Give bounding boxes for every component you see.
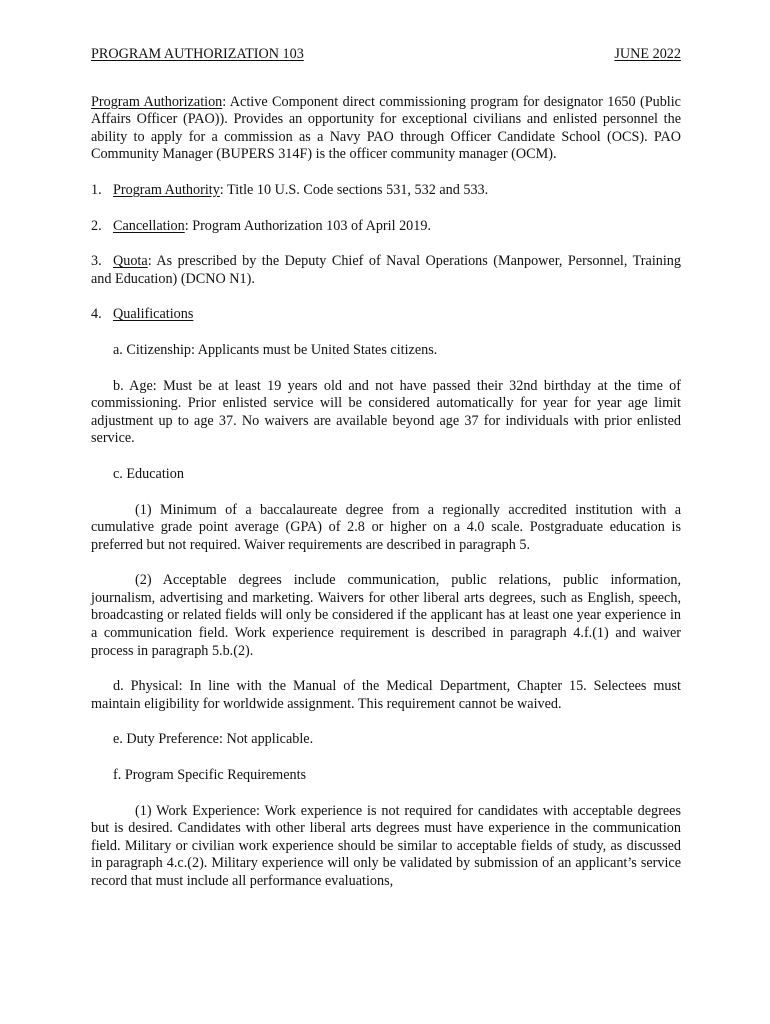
section-3-text: : As prescribed by the Deputy Chief of Naval Operations (Manpower, Personnel, Training and Education) (DCNO N1). [91,253,681,287]
intro-label: Program Authorization [91,93,223,110]
subsection-b: b. Age: Must be at least 19 years old and not have passed their 32nd birthday at the time of commissioning. Prior enlisted service will be considered automatically for year for year age limit adjustment up to age 37. No waivers are available beyond age 37 for individuals with prior enlisted service. [91,377,681,447]
subsection-c-2: (2) Acceptable degrees include communication, public relations, public information, journalism, advertising and marketing. Waivers for other liberal arts degrees, such as English, speech, broadcasting or related fields will only be considered if the applicant has at least one year experience in a communication field. Work experience requirement is described in paragraph 4.f.(1) and waiver process in paragraph 5.b.(2). [91,572,681,659]
intro-text: : Active Component direct commissioning program for designator 1650 (Public Affairs Officer (PAO)). Provides an opportunity for exceptional civilians and enlisted personnel the ability to apply for a commission as a Navy PAO through Officer Candidate School (OCS). PAO Community Manager (BUPERS 314F) is the officer community manager (OCM). [91,93,681,163]
section-2-label: Cancellation [113,217,185,234]
header-title: PROGRAM AUTHORIZATION 103 [91,46,304,62]
section-1-number: 1. [91,181,102,198]
section-1-text: : Title 10 U.S. Code sections 531, 532 and 533. [219,181,489,198]
section-3 [91,253,681,288]
subsection-e: e. Duty Preference: Not applicable. [113,731,314,748]
section-2 [91,218,681,236]
intro-paragraph [91,94,681,164]
subsection-d: d. Physical: In line with the Manual of the Medical Department, Chapter 15. Selectees must maintain eligibility for worldwide assignment. This requirement cannot be waived. [91,678,681,712]
section-4-label: Qualifications [113,306,194,323]
section-2-number: 2. [91,217,102,234]
section-4 [91,306,681,324]
document-page [91,46,681,909]
subsection-f: f. Program Specific Requirements [113,767,307,784]
subsection-f-1: (1) Work Experience: Work experience is not required for candidates with acceptable degrees but is desired. Candidates with other liberal arts degrees must have experience in the communication field. Military or civilian work experience should be similar to acceptable fields of study, as discussed in paragraph 4.c.(2). Military experience will only be validated by submission of an applicant’s service record that must include all performance evaluations, [91,802,681,889]
subsection-c: c. Education [113,465,184,482]
section-3-label: Quota [113,253,148,270]
section-1 [91,182,681,200]
section-4-number: 4. [91,306,102,323]
section-1-label: Program Authority [113,181,220,198]
page-header [91,46,681,64]
subsection-a: a. Citizenship: Applicants must be United States citizens. [113,341,438,358]
section-3-number: 3. [91,253,102,270]
header-date: JUNE 2022 [614,46,681,62]
subsection-c-1: (1) Minimum of a baccalaureate degree from a regionally accredited institution with a cumulative grade point average (GPA) of 2.8 or higher on a 4.0 scale. Postgraduate education is preferred but not required. Waiver requirements are described in paragraph 5. [91,501,681,553]
section-2-text: : Program Authorization 103 of April 2019. [184,217,431,234]
